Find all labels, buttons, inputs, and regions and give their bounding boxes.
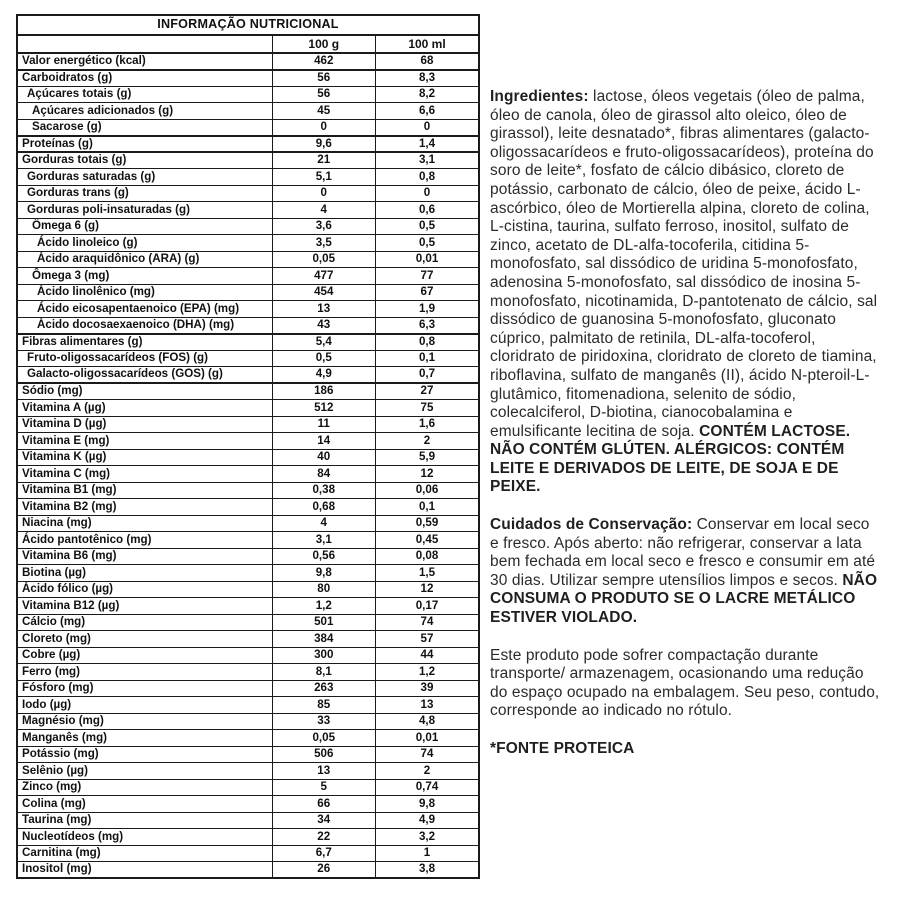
nutrient-label: Vitamina B2 (mg) xyxy=(17,499,272,516)
value-100g: 462 xyxy=(272,53,375,70)
nutrient-label: Sódio (mg) xyxy=(17,383,272,400)
table-row xyxy=(17,482,479,499)
value-100ml: 0 xyxy=(376,185,480,202)
table-row xyxy=(17,763,479,780)
value-100g: 5 xyxy=(272,779,375,796)
value-100g: 43 xyxy=(272,317,375,334)
nutrient-label: Ácido pantotênico (mg) xyxy=(17,532,272,549)
nutrient-label: Vitamina B1 (mg) xyxy=(17,482,272,499)
table-row xyxy=(17,532,479,549)
value-100ml: 0,45 xyxy=(376,532,480,549)
ingredients-lead: Ingredientes: xyxy=(490,88,589,105)
value-100ml: 6,3 xyxy=(376,317,480,334)
value-100g: 5,1 xyxy=(272,169,375,186)
value-100ml: 1,6 xyxy=(376,416,480,433)
value-100ml: 4,9 xyxy=(376,812,480,829)
column-header-100ml: 100 ml xyxy=(376,35,480,53)
value-100g: 9,8 xyxy=(272,565,375,582)
table-row xyxy=(17,70,479,87)
value-100ml: 0,8 xyxy=(376,169,480,186)
value-100ml: 0,5 xyxy=(376,218,480,235)
table-row xyxy=(17,680,479,697)
nutrient-label: Sacarose (g) xyxy=(17,119,272,136)
value-100ml: 0,01 xyxy=(376,251,480,268)
value-100ml: 13 xyxy=(376,697,480,714)
empty-header-cell xyxy=(17,35,272,53)
value-100ml: 74 xyxy=(376,614,480,631)
value-100ml: 1,4 xyxy=(376,136,480,153)
table-row xyxy=(17,598,479,615)
value-100ml: 75 xyxy=(376,400,480,417)
nutrient-label: Inositol (mg) xyxy=(17,862,272,879)
value-100g: 33 xyxy=(272,713,375,730)
nutrient-label: Ferro (mg) xyxy=(17,664,272,681)
value-100ml: 2 xyxy=(376,763,480,780)
nutrient-label: Vitamina K (µg) xyxy=(17,449,272,466)
value-100ml: 0,5 xyxy=(376,235,480,252)
nutrition-table-body xyxy=(17,15,479,878)
value-100g: 501 xyxy=(272,614,375,631)
value-100g: 34 xyxy=(272,812,375,829)
value-100ml: 27 xyxy=(376,383,480,400)
value-100g: 263 xyxy=(272,680,375,697)
value-100ml: 39 xyxy=(376,680,480,697)
value-100ml: 0,06 xyxy=(376,482,480,499)
value-100g: 14 xyxy=(272,433,375,450)
nutrient-label: Cloreto (mg) xyxy=(17,631,272,648)
table-row xyxy=(17,218,479,235)
label-text-panel xyxy=(490,88,882,778)
value-100ml: 1,9 xyxy=(376,301,480,318)
value-100ml: 8,2 xyxy=(376,86,480,103)
table-row xyxy=(17,136,479,153)
table-row xyxy=(17,202,479,219)
value-100ml: 1,2 xyxy=(376,664,480,681)
table-row xyxy=(17,581,479,598)
nutrient-label: Biotina (µg) xyxy=(17,565,272,582)
nutrient-label: Valor energético (kcal) xyxy=(17,53,272,70)
nutrient-label: Ômega 3 (mg) xyxy=(17,268,272,285)
nutrient-label: Fósforo (mg) xyxy=(17,680,272,697)
value-100g: 13 xyxy=(272,763,375,780)
nutrition-facts-table xyxy=(16,14,480,879)
value-100g: 4 xyxy=(272,515,375,532)
nutrient-label: Ácido eicosapentaenoico (EPA) (mg) xyxy=(17,301,272,318)
nutrient-label: Galacto-oligossacarídeos (GOS) (g) xyxy=(17,367,272,384)
value-100g: 3,5 xyxy=(272,235,375,252)
value-100ml: 8,3 xyxy=(376,70,480,87)
nutrient-label: Fruto-oligossacarídeos (FOS) (g) xyxy=(17,350,272,367)
value-100g: 40 xyxy=(272,449,375,466)
table-row xyxy=(17,829,479,846)
nutrient-label: Ômega 6 (g) xyxy=(17,218,272,235)
value-100g: 8,1 xyxy=(272,664,375,681)
value-100g: 477 xyxy=(272,268,375,285)
conservation-body: Conservar em local seco e fresco. Após aberto: não refrigerar, conservar a lata bem fechada em local seco e fresco e consumir em até 30 dias. Utilizar sempre utensílios limpos e secos. xyxy=(490,516,876,589)
compaction-note: Este produto pode sofrer compactação durante transporte/ armazenagem, ocasionando uma redução do espaço ocupado na embalagem. Seu peso, contudo, corresponde ao indicado no rótulo. xyxy=(490,646,880,720)
table-row xyxy=(17,86,479,103)
table-row xyxy=(17,779,479,796)
nutrient-label: Vitamina B12 (µg) xyxy=(17,598,272,615)
value-100ml: 1 xyxy=(376,845,480,862)
value-100g: 454 xyxy=(272,284,375,301)
value-100ml: 0,17 xyxy=(376,598,480,615)
table-row xyxy=(17,119,479,136)
table-column-header-row xyxy=(17,35,479,53)
value-100ml: 67 xyxy=(376,284,480,301)
nutrient-label: Açúcares totais (g) xyxy=(17,86,272,103)
nutrient-label: Gorduras trans (g) xyxy=(17,185,272,202)
nutrient-label: Selênio (µg) xyxy=(17,763,272,780)
nutrient-label: Nucleotídeos (mg) xyxy=(17,829,272,846)
nutrient-label: Proteínas (g) xyxy=(17,136,272,153)
value-100g: 6,7 xyxy=(272,845,375,862)
value-100g: 1,2 xyxy=(272,598,375,615)
value-100ml: 0,08 xyxy=(376,548,480,565)
table-row xyxy=(17,383,479,400)
nutrient-label: Colina (mg) xyxy=(17,796,272,813)
value-100ml: 44 xyxy=(376,647,480,664)
nutrient-label: Fibras alimentares (g) xyxy=(17,334,272,351)
nutrient-label: Ácido araquidônico (ARA) (g) xyxy=(17,251,272,268)
value-100g: 0,5 xyxy=(272,350,375,367)
value-100ml: 3,2 xyxy=(376,829,480,846)
value-100g: 80 xyxy=(272,581,375,598)
value-100ml: 74 xyxy=(376,746,480,763)
table-row xyxy=(17,548,479,565)
table-row xyxy=(17,466,479,483)
table-row xyxy=(17,647,479,664)
nutrient-label: Ácido linoleico (g) xyxy=(17,235,272,252)
value-100g: 0,05 xyxy=(272,730,375,747)
value-100g: 4,9 xyxy=(272,367,375,384)
value-100ml: 0,01 xyxy=(376,730,480,747)
value-100g: 384 xyxy=(272,631,375,648)
nutrient-label: Zinco (mg) xyxy=(17,779,272,796)
value-100ml: 2 xyxy=(376,433,480,450)
value-100ml: 68 xyxy=(376,53,480,70)
table-row xyxy=(17,697,479,714)
nutrient-label: Manganês (mg) xyxy=(17,730,272,747)
nutrient-label: Cálcio (mg) xyxy=(17,614,272,631)
value-100ml: 9,8 xyxy=(376,796,480,813)
table-row xyxy=(17,251,479,268)
value-100ml: 0,1 xyxy=(376,499,480,516)
nutrient-label: Ácido docosaexaenoico (DHA) (mg) xyxy=(17,317,272,334)
protein-source-note: *FONTE PROTEICA xyxy=(490,740,635,757)
value-100g: 11 xyxy=(272,416,375,433)
table-row xyxy=(17,614,479,631)
value-100ml: 0,1 xyxy=(376,350,480,367)
nutrient-label: Iodo (µg) xyxy=(17,697,272,714)
nutrient-label: Potássio (mg) xyxy=(17,746,272,763)
conservation-lead: Cuidados de Conservação: xyxy=(490,516,693,534)
nutrient-label: Vitamina E (mg) xyxy=(17,433,272,450)
value-100ml: 0,7 xyxy=(376,367,480,384)
value-100g: 22 xyxy=(272,829,375,846)
value-100ml: 0,59 xyxy=(376,515,480,532)
nutrient-label: Cobre (µg) xyxy=(17,647,272,664)
table-row xyxy=(17,565,479,582)
nutrient-label: Carboidratos (g) xyxy=(17,70,272,87)
value-100g: 13 xyxy=(272,301,375,318)
table-row xyxy=(17,730,479,747)
table-row xyxy=(17,235,479,252)
value-100ml: 0,74 xyxy=(376,779,480,796)
value-100ml: 6,6 xyxy=(376,103,480,120)
value-100g: 0,68 xyxy=(272,499,375,516)
value-100g: 85 xyxy=(272,697,375,714)
value-100g: 3,6 xyxy=(272,218,375,235)
table-row xyxy=(17,862,479,879)
value-100g: 4 xyxy=(272,202,375,219)
value-100ml: 0,6 xyxy=(376,202,480,219)
value-100g: 0,05 xyxy=(272,251,375,268)
value-100ml: 3,8 xyxy=(376,862,480,879)
table-row xyxy=(17,350,479,367)
table-row xyxy=(17,499,479,516)
value-100g: 0,56 xyxy=(272,548,375,565)
value-100ml: 77 xyxy=(376,268,480,285)
nutrient-label: Magnésio (mg) xyxy=(17,713,272,730)
value-100g: 506 xyxy=(272,746,375,763)
value-100ml: 5,9 xyxy=(376,449,480,466)
column-header-100g: 100 g xyxy=(272,35,375,53)
table-row xyxy=(17,449,479,466)
table-row xyxy=(17,103,479,120)
value-100ml: 3,1 xyxy=(376,152,480,169)
table-row xyxy=(17,301,479,318)
nutrient-label: Ácido fólico (µg) xyxy=(17,581,272,598)
value-100ml: 12 xyxy=(376,466,480,483)
value-100g: 9,6 xyxy=(272,136,375,153)
table-title-row xyxy=(17,15,479,35)
table-row xyxy=(17,53,479,70)
table-row xyxy=(17,796,479,813)
value-100ml: 12 xyxy=(376,581,480,598)
value-100ml: 1,5 xyxy=(376,565,480,582)
table-row xyxy=(17,367,479,384)
table-row xyxy=(17,746,479,763)
table-row xyxy=(17,152,479,169)
value-100g: 45 xyxy=(272,103,375,120)
value-100ml: 57 xyxy=(376,631,480,648)
value-100g: 0 xyxy=(272,185,375,202)
value-100g: 21 xyxy=(272,152,375,169)
table-row xyxy=(17,664,479,681)
table-row xyxy=(17,334,479,351)
value-100g: 56 xyxy=(272,70,375,87)
table-title: INFORMAÇÃO NUTRICIONAL xyxy=(17,15,479,35)
nutrient-label: Ácido linolênico (mg) xyxy=(17,284,272,301)
value-100ml: 4,8 xyxy=(376,713,480,730)
value-100ml: 0,8 xyxy=(376,334,480,351)
table-row xyxy=(17,713,479,730)
table-row xyxy=(17,185,479,202)
table-row xyxy=(17,284,479,301)
table-row xyxy=(17,433,479,450)
value-100g: 3,1 xyxy=(272,532,375,549)
nutrient-label: Gorduras saturadas (g) xyxy=(17,169,272,186)
value-100ml: 0 xyxy=(376,119,480,136)
nutrient-label: Vitamina C (mg) xyxy=(17,466,272,483)
table-row xyxy=(17,845,479,862)
value-100g: 0,38 xyxy=(272,482,375,499)
value-100g: 66 xyxy=(272,796,375,813)
nutrient-label: Gorduras poli-insaturadas (g) xyxy=(17,202,272,219)
nutrient-label: Gorduras totais (g) xyxy=(17,152,272,169)
table-row xyxy=(17,169,479,186)
nutrient-label: Vitamina B6 (mg) xyxy=(17,548,272,565)
value-100g: 0 xyxy=(272,119,375,136)
table-row xyxy=(17,515,479,532)
table-row xyxy=(17,317,479,334)
value-100g: 5,4 xyxy=(272,334,375,351)
value-100g: 300 xyxy=(272,647,375,664)
allergen-warning: CONTÉM LACTOSE. NÃO CONTÉM GLÚTEN. ALÉRGICOS: CONTÉM LEITE E DERIVADOS DE LEITE, DE SOJA E DE PEIXE. xyxy=(490,422,851,496)
table-row xyxy=(17,631,479,648)
table-row xyxy=(17,268,479,285)
nutrient-label: Açúcares adicionados (g) xyxy=(17,103,272,120)
ingredients-body: lactose, óleos vegetais (óleo de palma, óleo de canola, óleo de girassol alto oleico, óleo de girassol), leite desnatado*, fibras alimentares (galacto-oligossacarídeos e fruto-oligossacarídeos), proteína do soro de leite*, fosfato de cálcio dibásico, cloreto de potássio, carbonato de cálcio, óleo de peixe, ácido L-ascórbico, óleo de Mortierella alpina, cloreto de colina, L-cistina, taurina, sulfato ferroso, inositol, sulfato de zinco, acetato de DL-alfa-tocoferila, citidina 5-monofosfato, sal dissódico de uridina 5-monofosfato, adenosina 5-monofosfato, sal dissódico de inosina 5-monofosfato, nicotinamida, D-pantotenato de cálcio, sal dissódico de guanosina 5-monofosfato, gluconato cúprico, palmitato de retinila, DL-alfa-tocoferol, cloridrato de piridoxina, cloridrato de cloreto de tiamina, riboflavina, sulfato de manganês (II), ácido N-pteroil-L-glutâmico, fitomenadiona, selenito de sódio, colecalciferol, D-biotina, cianocobalamina e emulsificante lecitina de soja. xyxy=(490,88,878,440)
value-100g: 56 xyxy=(272,86,375,103)
value-100g: 26 xyxy=(272,862,375,879)
nutrient-label: Niacina (mg) xyxy=(17,515,272,532)
nutrient-label: Taurina (mg) xyxy=(17,812,272,829)
conservation-paragraph xyxy=(490,516,882,628)
table-row xyxy=(17,400,479,417)
nutrient-label: Vitamina A (µg) xyxy=(17,400,272,417)
value-100g: 186 xyxy=(272,383,375,400)
nutrient-label: Carnitina (mg) xyxy=(17,845,272,862)
table-row xyxy=(17,812,479,829)
nutrient-label: Vitamina D (µg) xyxy=(17,416,272,433)
table-row xyxy=(17,416,479,433)
value-100g: 84 xyxy=(272,466,375,483)
value-100g: 512 xyxy=(272,400,375,417)
seal-warning: NÃO CONSUMA O PRODUTO SE O LACRE METÁLICO ESTIVER VIOLADO. xyxy=(490,571,878,627)
ingredients-paragraph xyxy=(490,88,882,497)
